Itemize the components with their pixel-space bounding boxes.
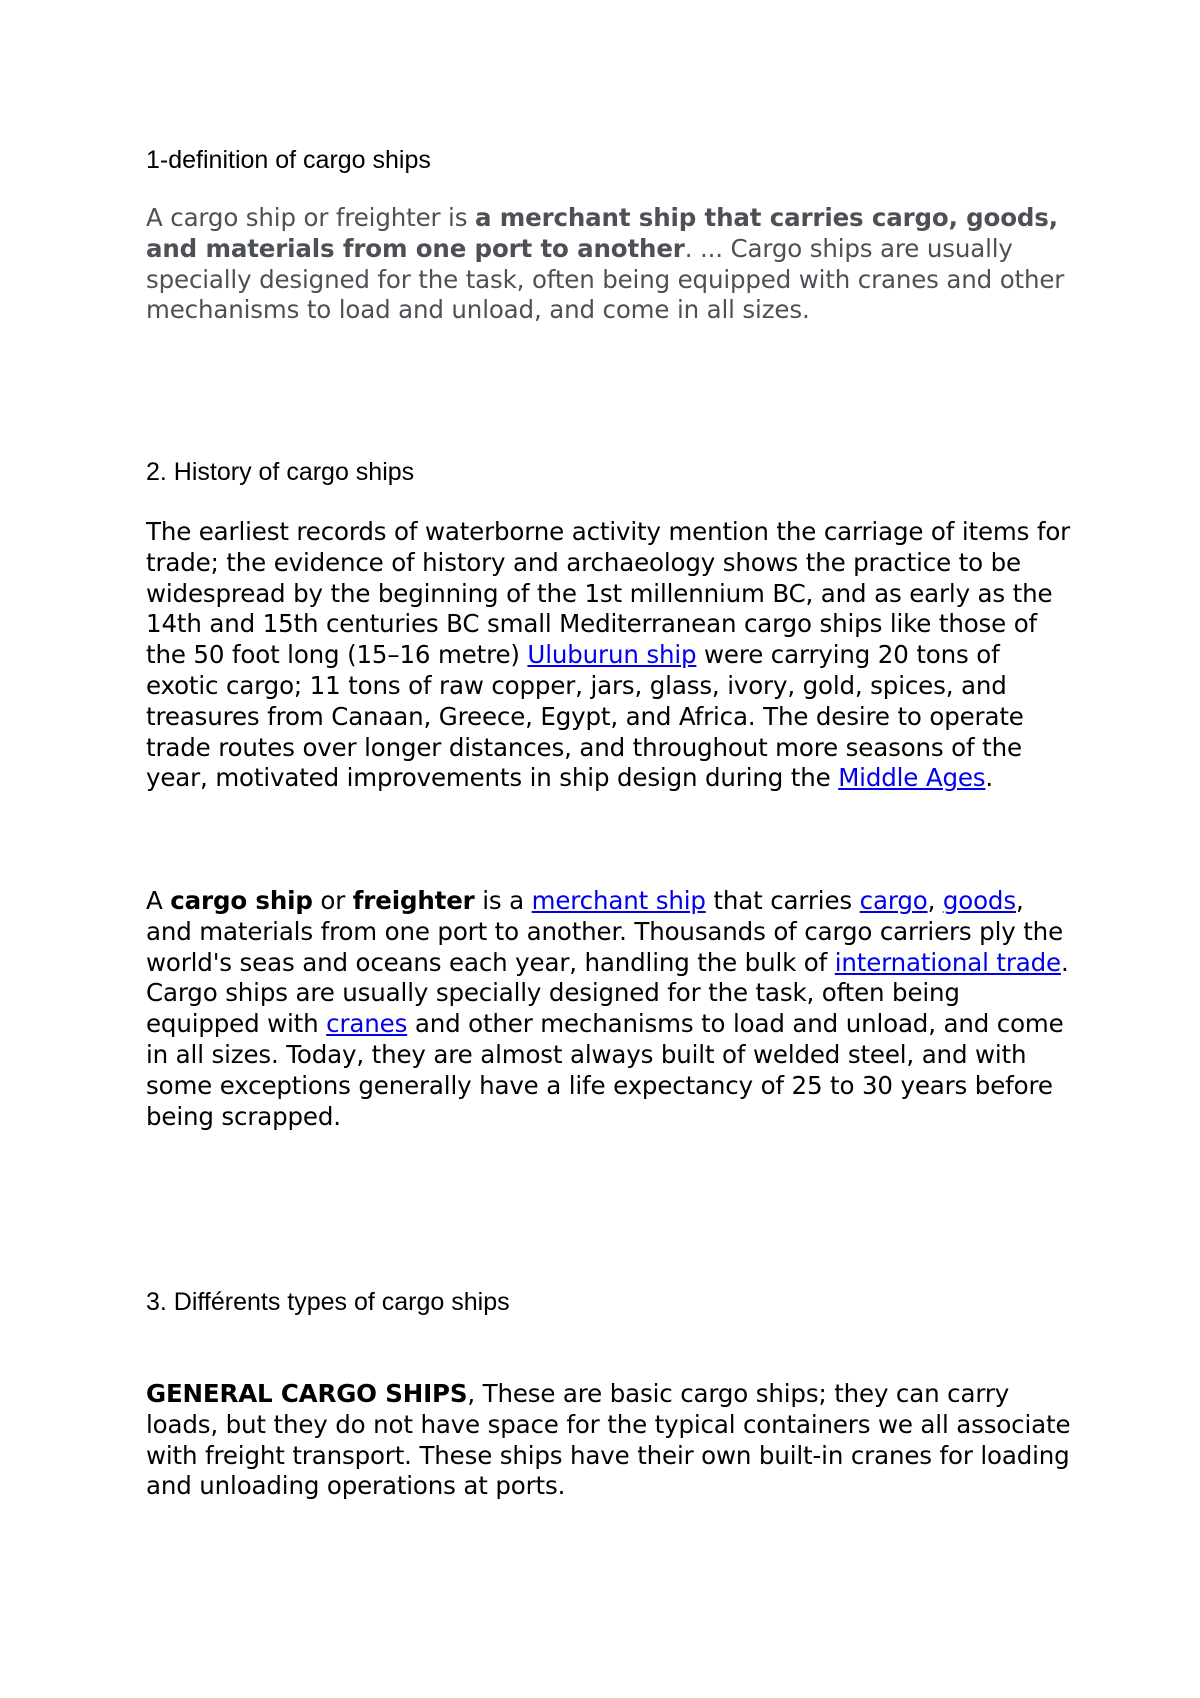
link-goods[interactable]: goods xyxy=(942,886,1016,915)
definition-text-1: A cargo ship or freighter is xyxy=(146,203,475,232)
section-3-heading: 3. Différents types of cargo ships xyxy=(146,1288,510,1316)
history-text-1: The earliest records of waterborne activity mention the carriage of items for trade; the evidence of history and archaeology shows the practice to be widespread by the beginning of the 1st millennium BC, and as early as the 14th and 15th centuries BC small Mediterranean cargo ships like those of the 50 foot long (15–16 metre) xyxy=(146,517,1071,670)
history2-text-7: . Cargo ships are usually specially designed for the task, often being equipped with xyxy=(146,947,1069,1039)
history-text-3: . xyxy=(985,763,994,793)
history2-text-3: is a xyxy=(474,886,532,915)
history-paragraph-1 xyxy=(146,517,1074,794)
link-cranes[interactable]: cranes xyxy=(326,1009,408,1039)
history-paragraph-2 xyxy=(146,886,1074,1132)
bold-freighter: freighter xyxy=(352,886,475,915)
history2-text-8: and other mechanisms to load and unload, and come in all sizes. Today, they are almost always built of welded steel, and with some exceptions generally have a life expectancy of 25 to 30 years before being scrapped. xyxy=(146,1009,1064,1131)
types-text-1: , These are basic cargo ships; they can carry loads, but they do not have space for the typical containers we all associate with freight transport. These ships have their own built-in cranes for loading and unloading operations at ports. xyxy=(146,1379,1071,1501)
history2-text-4: that carries xyxy=(705,886,860,915)
bold-cargo-ship: cargo ship xyxy=(170,886,313,915)
types-paragraph xyxy=(146,1379,1074,1502)
history2-text-6: , and materials from one port to another. Thousands of cargo carriers ply the world's seas and oceans each year, handling the bulk of xyxy=(146,886,1063,977)
history2-text-2: or xyxy=(312,886,353,915)
section-1-heading: 1-definition of cargo ships xyxy=(146,146,431,174)
history-text-2: were carrying 20 tons of exotic cargo; 11 tons of raw copper, jars, glass, ivory, gold, spices, and treasures from Canaan, Greece, Egypt, and Africa. The desire to operate trade routes over longer distances, and throughout more seasons of the year, motivated improvements in ship design during the xyxy=(146,640,1024,793)
history2-text-1: A xyxy=(146,886,171,915)
link-merchant-ship[interactable]: merchant ship xyxy=(531,886,706,915)
section-2-heading: 2. History of cargo ships xyxy=(146,458,415,486)
link-cargo[interactable]: cargo xyxy=(859,886,928,915)
link-uluburun-ship[interactable]: Uluburun ship xyxy=(527,640,697,670)
bold-general-cargo-ships: GENERAL CARGO SHIPS xyxy=(146,1379,468,1408)
link-international-trade[interactable]: international trade xyxy=(834,947,1061,977)
definition-text-2: . ... Cargo ships are usually specially designed for the task, often being equipped with cranes and other mechanisms to load and unload, and come in all sizes. xyxy=(146,233,1065,325)
definition-paragraph xyxy=(146,203,1074,326)
link-middle-ages[interactable]: Middle Ages xyxy=(838,763,986,793)
history2-text-5: , xyxy=(927,886,943,915)
definition-bold-text: a merchant ship that carries cargo, goods, and materials from one port to another xyxy=(146,203,1058,263)
